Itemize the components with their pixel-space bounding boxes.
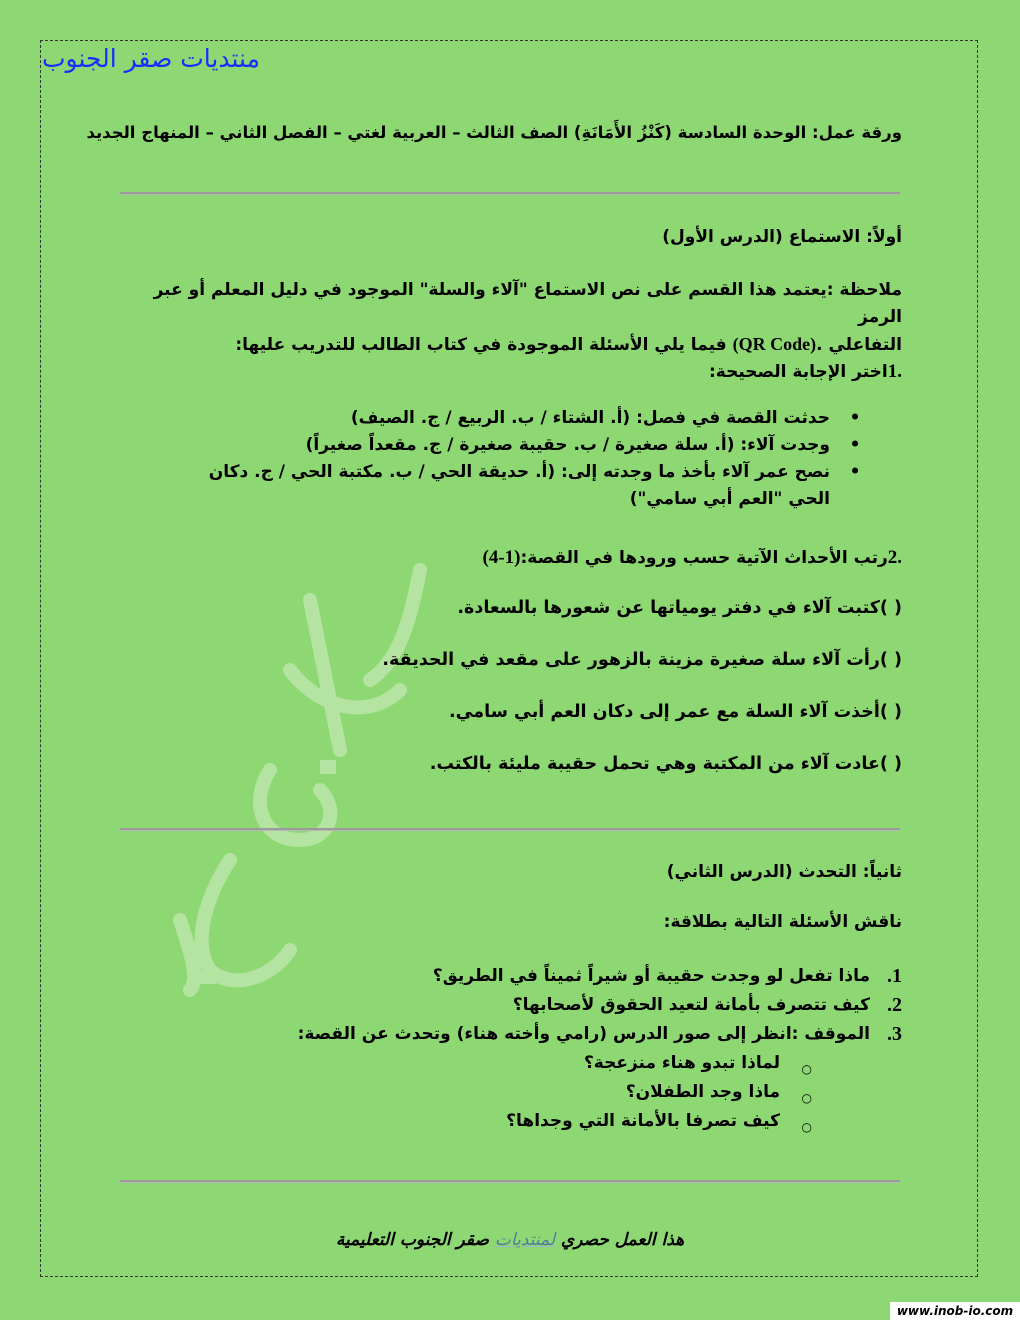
separator-line	[120, 1180, 900, 1183]
sub-question-text: ماذا وجد الطفلان؟	[625, 1082, 780, 1102]
answer-blank[interactable]: ( )	[879, 754, 902, 774]
question-number: 2.	[887, 994, 902, 1016]
q2-range: (1-4)	[482, 547, 521, 568]
note-line-1: ملاحظة :يعتمد هذا القسم على نص الاستماع "آلاء والسلة" الموجود في دليل المعلم أو عبر الرمز	[153, 280, 902, 327]
order-item-text: عادت آلاء من المكتبة وهي تحمل حقيبة مليئة بالكتب.	[429, 754, 880, 774]
list-item	[190, 405, 880, 432]
q1-item-text: وجدت آلاء: (أ. سلة صغيرة / ب. حقيبة صغيرة / ج. مقعداً صغيراً)	[305, 435, 830, 455]
credit-suffix: صقر الجنوب التعليمية	[335, 1230, 495, 1250]
section1-note	[112, 277, 902, 359]
note-prefix: التفاعلي .	[816, 335, 902, 355]
q2-title	[483, 546, 903, 571]
q1-item-text: حدثت القصة في فصل: (أ. الشتاء / ب. الربيع / ج. الصيف)	[350, 408, 830, 428]
separator-line	[120, 192, 900, 195]
section2-instruction: ناقش الأسئلة التالية بطلاقة:	[663, 912, 902, 932]
footer-credit	[0, 1230, 1020, 1250]
sub-questions-list	[202, 1049, 870, 1136]
bullet-icon: •	[849, 408, 861, 428]
answer-blank[interactable]: ( )	[879, 598, 902, 618]
q2-number: .2	[887, 547, 902, 568]
circle-bullet-icon: ○	[801, 1120, 812, 1134]
q1-options-list	[190, 405, 880, 513]
q1-number: .1	[887, 361, 902, 382]
site-title: منتديات صقر الجنوب	[42, 44, 260, 73]
question-text: كيف تتصرف بأمانة لتعيد الحقوق لأصحابها؟	[512, 995, 870, 1015]
bullet-icon: •	[849, 462, 861, 482]
discussion-questions-list	[202, 962, 902, 1136]
question-text: الموقف :انظر إلى صور الدرس (رامي وأخته هناء) وتحدث عن القصة:	[297, 1024, 870, 1044]
order-item	[449, 702, 902, 722]
section2-heading: ثانياً: التحدث (الدرس الثاني)	[666, 862, 902, 882]
order-item-text: أخذت آلاء السلة مع عمر إلى دكان العم أبي سامي.	[448, 702, 880, 722]
forum-link[interactable]: لمنتديات	[494, 1230, 555, 1250]
order-item	[457, 598, 902, 618]
circle-bullet-icon: ○	[801, 1062, 812, 1076]
list-item	[202, 1107, 812, 1136]
list-item	[202, 1049, 812, 1078]
note-line-2	[112, 331, 902, 359]
list-item	[202, 991, 902, 1020]
qr-code-label: (QR Code)	[732, 334, 817, 354]
note-suffix: فيما يلي الأسئلة الموجودة في كتاب الطالب للتدريب عليها:	[235, 335, 733, 355]
list-item	[202, 1078, 812, 1107]
list-item	[190, 432, 880, 459]
list-item	[202, 962, 902, 991]
sub-question-text: لماذا تبدو هناء منزعجة؟	[583, 1053, 780, 1073]
credit-prefix: هذا العمل حصري	[555, 1230, 685, 1250]
website-url[interactable]: www.inob-io.com	[890, 1302, 1020, 1320]
question-number: 1.	[887, 965, 902, 987]
order-item-text: رأت آلاء سلة صغيرة مزينة بالزهور على مقعد في الحديقة.	[382, 650, 880, 670]
list-item	[202, 1020, 902, 1136]
q1-item-text: نصح عمر آلاء بأخذ ما وجدته إلى: (أ. حديقة الحي / ب. مكتبة الحي / ج. دكان الحي "العم أبي سامي")	[208, 462, 830, 509]
question-text: ماذا تفعل لو وجدت حقيبة أو شيراً ثميناً في الطريق؟	[432, 966, 870, 986]
circle-bullet-icon: ○	[801, 1091, 812, 1105]
question-number: 3.	[887, 1023, 902, 1045]
order-item	[382, 650, 902, 670]
q1-label: اختر الإجابة الصحيحة:	[708, 362, 888, 382]
separator-line	[120, 828, 900, 831]
answer-blank[interactable]: ( )	[879, 650, 902, 670]
section1-heading: أولاً: الاستماع (الدرس الأول)	[662, 227, 902, 247]
bullet-icon: •	[849, 435, 861, 455]
list-item	[190, 459, 880, 513]
order-item	[430, 754, 902, 774]
q2-label: رتب الأحداث الآتية حسب ورودها في القصة:	[520, 548, 888, 568]
worksheet-title: ورقة عمل: الوحدة السادسة (كَنْزُ الأَمَانَةِ) الصف الثالث – العربية لغتي – الفصل الثاني – المنهاج الجديد	[86, 123, 902, 142]
answer-blank[interactable]: ( )	[879, 702, 902, 722]
sub-question-text: كيف تصرفا بالأمانة التي وجداها؟	[506, 1111, 780, 1131]
q1-title	[709, 360, 902, 385]
order-item-text: كتبت آلاء في دفتر يومياتها عن شعورها بالسعادة.	[457, 598, 880, 618]
